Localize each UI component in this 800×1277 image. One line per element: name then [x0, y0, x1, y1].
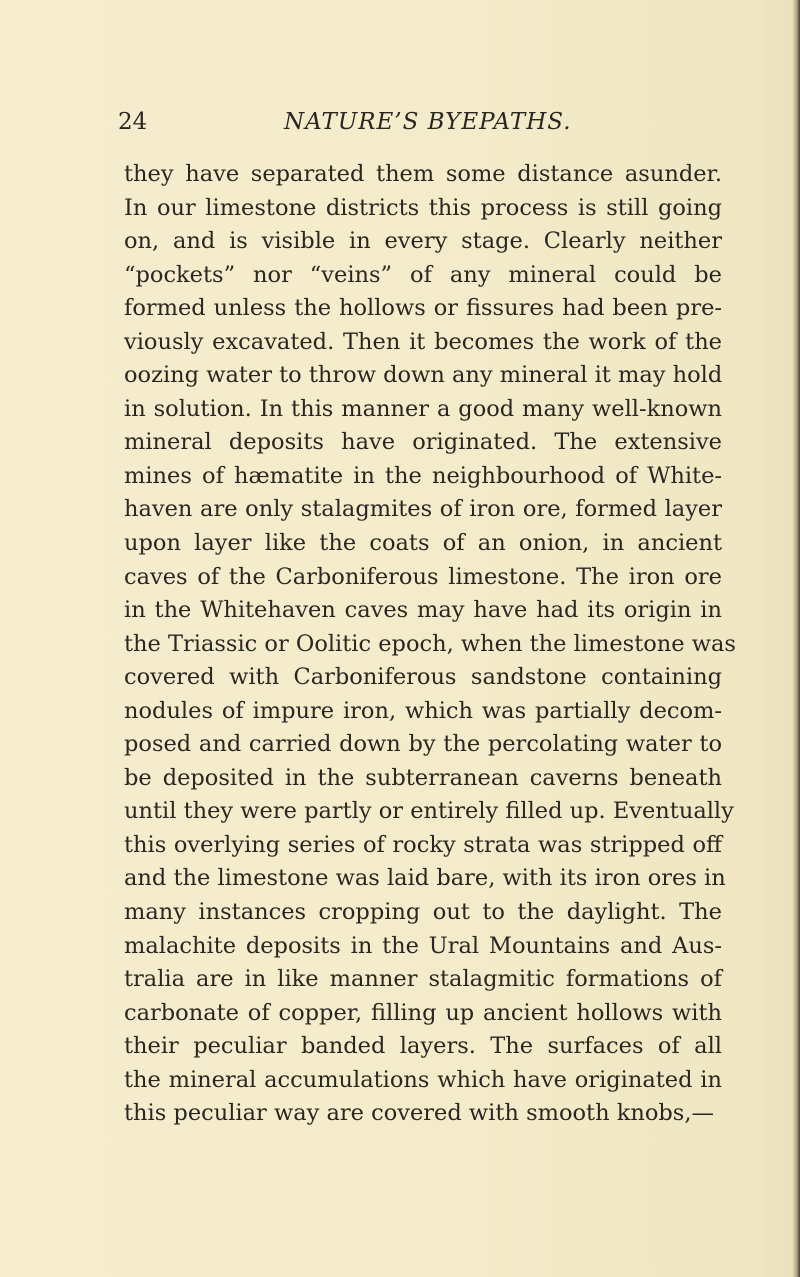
text-line: viously excavated. Then it becomes the work of the [124, 328, 722, 355]
text-line: “pockets” nor “veins” of any mineral could be [124, 261, 722, 288]
body-text [124, 158, 736, 1131]
text-line: the mineral accumulations which have originated in [124, 1066, 722, 1093]
text-line: posed and carried down by the percolating water to [124, 731, 722, 758]
text-line: and the limestone was laid bare, with its iron ores in [124, 865, 726, 892]
text-line: the Triassic or Oolitic epoch, when the limestone was [124, 630, 736, 657]
text-line: nodules of impure iron, which was partially decom- [124, 697, 722, 724]
text-line: be deposited in the subterranean caverns beneath [124, 764, 722, 791]
text-line: upon layer like the coats of an onion, in ancient [124, 530, 722, 557]
text-line: caves of the Carboniferous limestone. The iron ore [124, 563, 722, 590]
page-number: 24 [118, 109, 148, 135]
text-line: haven are only stalagmites of iron ore, formed layer [124, 496, 722, 523]
text-line: tralia are in like manner stalagmitic formations of [124, 966, 722, 993]
running-title: NATURE’S BYEPATHS. [284, 109, 572, 135]
text-line: carbonate of copper, filling up ancient hollows with [124, 999, 722, 1026]
text-line: covered with Carboniferous sandstone containing [124, 664, 722, 691]
text-line: formed unless the hollows or fissures had been pre- [124, 295, 722, 322]
text-line: mineral deposits have originated. The extensive [124, 429, 722, 456]
text-line: many instances cropping out to the daylight. The [124, 899, 722, 926]
text-line: In our limestone districts this process is still going [124, 194, 722, 221]
text-line: in solution. In this manner a good many well-known [124, 395, 722, 422]
text-line: on, and is visible in every stage. Clearly neither [124, 228, 722, 255]
text-line: this peculiar way are covered with smooth knobs,— [124, 1100, 714, 1127]
text-line: mines of hæmatite in the neighbourhood of White- [124, 462, 722, 489]
text-line: malachite deposits in the Ural Mountains and Aus- [124, 932, 722, 959]
page-header [118, 104, 718, 140]
text-line: in the Whitehaven caves may have had its origin in [124, 597, 722, 624]
text-line: this overlying series of rocky strata was stripped off [124, 831, 722, 858]
text-line: until they were partly or entirely filled up. Eventually [124, 798, 734, 825]
text-line: their peculiar banded layers. The surfaces of all [124, 1033, 722, 1060]
page-edge-shadow [792, 0, 800, 1277]
text-line: oozing water to throw down any mineral it may hold [124, 362, 723, 389]
text-line: they have separated them some distance asunder. [124, 161, 722, 187]
